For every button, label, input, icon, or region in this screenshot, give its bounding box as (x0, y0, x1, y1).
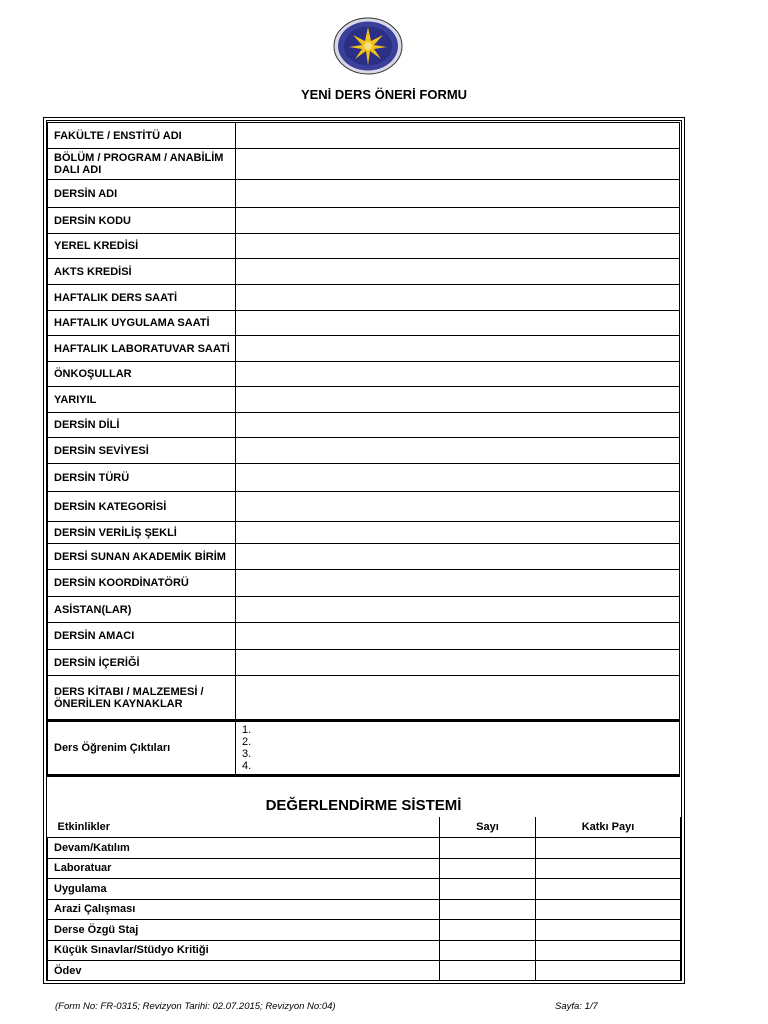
university-seal-icon (333, 17, 403, 75)
field-label: ÖNKOŞULLAR (48, 362, 236, 387)
count-cell[interactable] (440, 899, 536, 920)
field-label: AKTS KREDİSİ (48, 259, 236, 285)
table-row (48, 362, 680, 387)
table-row (48, 597, 680, 623)
field-label: ASİSTAN(LAR) (48, 597, 236, 623)
field-value[interactable] (236, 387, 680, 413)
field-value[interactable] (236, 149, 680, 180)
table-row (48, 234, 680, 259)
table-row (48, 879, 681, 900)
field-label: DERSİN KOORDİNATÖRÜ (48, 570, 236, 597)
field-label: DERSİN ADI (48, 180, 236, 208)
table-row (48, 259, 680, 285)
table-row (48, 387, 680, 413)
column-header-count: Sayı (440, 817, 536, 838)
table-header-row (48, 817, 681, 838)
share-cell[interactable] (536, 858, 681, 879)
table-row (48, 940, 681, 961)
share-cell[interactable] (536, 961, 681, 982)
field-label: DERSİN KATEGORİSİ (48, 492, 236, 522)
activity-cell: Uygulama (48, 879, 440, 900)
learning-outcomes-label: Ders Öğrenim Çıktıları (48, 721, 236, 776)
count-cell[interactable] (440, 858, 536, 879)
field-value[interactable] (236, 570, 680, 597)
activity-cell: Derse Özgü Staj (48, 920, 440, 941)
field-label: DERSİN KODU (48, 208, 236, 234)
field-value[interactable] (236, 123, 680, 149)
table-row (48, 961, 681, 982)
field-value[interactable] (236, 311, 680, 336)
field-value[interactable] (236, 234, 680, 259)
learning-outcomes-value[interactable] (236, 721, 680, 776)
field-value[interactable] (236, 650, 680, 676)
outcome-item: 2. (242, 736, 252, 748)
field-label: DERSİN AMACI (48, 623, 236, 650)
form-info-footer: (Form No: FR-0315; Revizyon Tarihi: 02.07.2015; Revizyon No:04) (55, 1001, 336, 1012)
field-label: DERSİN DİLİ (48, 413, 236, 438)
field-label: BÖLÜM / PROGRAM / ANABİLİM DALI ADI (48, 149, 236, 180)
outcome-item: 3. (242, 748, 252, 760)
count-cell[interactable] (440, 838, 536, 859)
field-label: DERSİN TÜRÜ (48, 464, 236, 492)
field-value[interactable] (236, 438, 680, 464)
activity-cell: Arazi Çalışması (48, 899, 440, 920)
count-cell[interactable] (440, 879, 536, 900)
field-value[interactable] (236, 676, 680, 721)
field-value[interactable] (236, 597, 680, 623)
count-cell[interactable] (440, 920, 536, 941)
table-row (48, 570, 680, 597)
table-row (48, 858, 681, 879)
field-label: DERSİN SEVİYESİ (48, 438, 236, 464)
table-row (48, 311, 680, 336)
field-label: HAFTALIK DERS SAATİ (48, 285, 236, 311)
table-row (48, 522, 680, 544)
share-cell[interactable] (536, 879, 681, 900)
field-label: DERSİ SUNAN AKADEMİK BİRİM (48, 544, 236, 570)
activity-cell: Ödev (48, 961, 440, 982)
field-value[interactable] (236, 180, 680, 208)
table-row (48, 336, 680, 362)
table-row (48, 544, 680, 570)
table-row (48, 285, 680, 311)
table-row (48, 413, 680, 438)
table-row (48, 464, 680, 492)
field-value[interactable] (236, 285, 680, 311)
page-number: Sayfa: 1/7 (555, 1001, 598, 1012)
field-value[interactable] (236, 492, 680, 522)
field-value[interactable] (236, 362, 680, 387)
column-header-share: Katkı Payı (536, 817, 681, 838)
outcome-item: 4. (242, 760, 252, 772)
field-label: DERS KİTABI / MALZEMESİ / ÖNERİLEN KAYNAKLAR (48, 676, 236, 721)
field-label: HAFTALIK LABORATUVAR SAATİ (48, 336, 236, 362)
table-row (48, 492, 680, 522)
table-row (48, 623, 680, 650)
activity-cell: Küçük Sınavlar/Stüdyo Kritiği (48, 940, 440, 961)
field-value[interactable] (236, 522, 680, 544)
field-label: HAFTALIK UYGULAMA SAATİ (48, 311, 236, 336)
activity-cell: Laboratuar (48, 858, 440, 879)
learning-outcomes-row (48, 721, 680, 776)
table-row (48, 899, 681, 920)
table-row (48, 920, 681, 941)
evaluation-title: DEĞERLENDİRME SİSTEMİ (265, 797, 462, 814)
share-cell[interactable] (536, 920, 681, 941)
table-row (48, 149, 680, 180)
table-row (48, 208, 680, 234)
table-row (48, 438, 680, 464)
outcome-item: 1. (242, 724, 252, 736)
field-label: DERSİN İÇERİĞİ (48, 650, 236, 676)
field-label: YARIYIL (48, 387, 236, 413)
share-cell[interactable] (536, 940, 681, 961)
field-label: DERSİN VERİLİŞ ŞEKLİ (48, 522, 236, 544)
count-cell[interactable] (440, 940, 536, 961)
form-title: YENİ DERS ÖNERİ FORMU (300, 87, 468, 102)
count-cell[interactable] (440, 961, 536, 982)
course-info-table (47, 122, 680, 777)
table-row (48, 838, 681, 859)
field-value[interactable] (236, 464, 680, 492)
field-value[interactable] (236, 413, 680, 438)
field-label: YEREL KREDİSİ (48, 234, 236, 259)
table-row (48, 123, 680, 149)
activity-cell: Devam/Katılım (48, 838, 440, 859)
share-cell[interactable] (536, 838, 681, 859)
table-row (48, 650, 680, 676)
field-value[interactable] (236, 336, 680, 362)
field-value[interactable] (236, 623, 680, 650)
table-row (48, 180, 680, 208)
field-label: FAKÜLTE / ENSTİTÜ ADI (48, 123, 236, 149)
table-row (48, 676, 680, 721)
column-header-activities: Etkinlikler (48, 817, 440, 838)
field-value[interactable] (236, 544, 680, 570)
evaluation-table (47, 817, 681, 981)
field-value[interactable] (236, 259, 680, 285)
field-value[interactable] (236, 208, 680, 234)
share-cell[interactable] (536, 899, 681, 920)
